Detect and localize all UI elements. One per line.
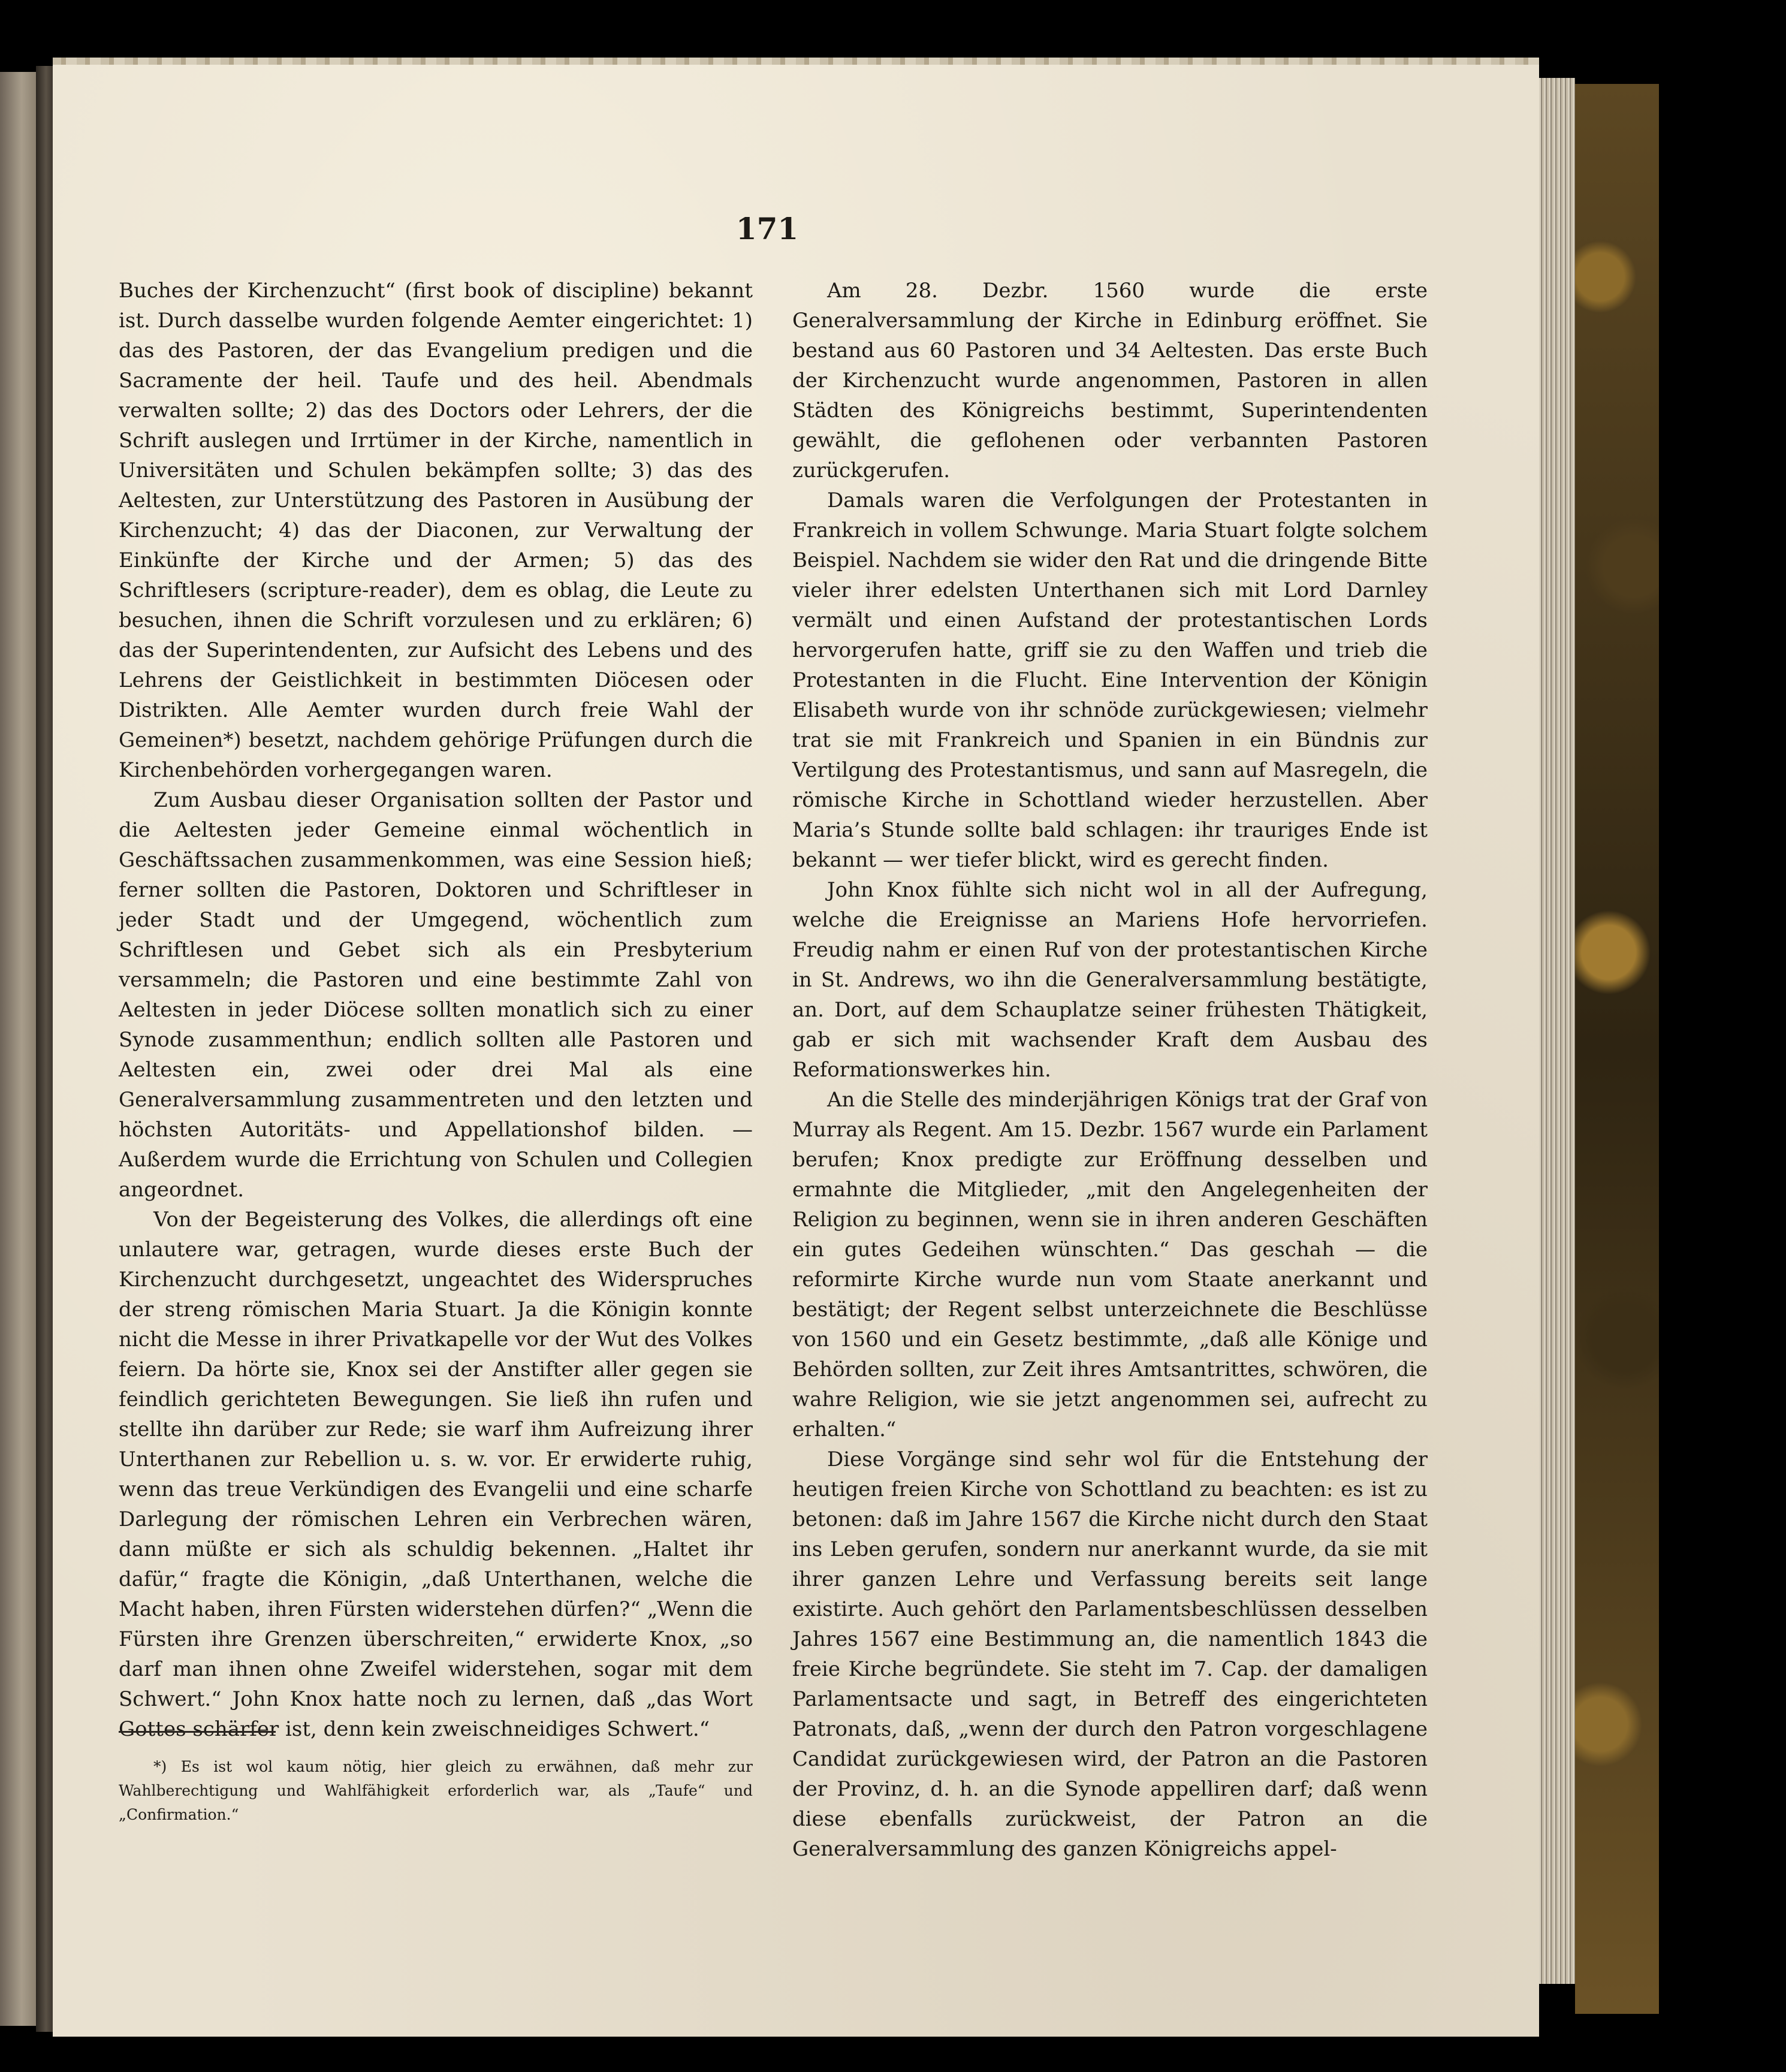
footnote: *) Es ist wol kaum nötig, hier gleich zu erwähnen, daß mehr zur Wahlberechtigung und Wahlfähigkeit erforderlich war, als „Taufe“ und „Confirmation.“: [119, 1758, 753, 1823]
footnote-divider: [119, 1731, 276, 1733]
left-page-edge: [0, 72, 36, 2026]
left-column: [119, 276, 753, 1744]
book-fore-edge: [1539, 78, 1575, 1984]
paragraph: John Knox fühlte sich nicht wol in all der Aufregung, welche die Ereignisse an Mariens Hofe hervorriefen. Freudig nahm er einen Ruf von der protestantischen Kirche in St. Andrews, wo ihn die Generalversammlung bestätigte, an. Dort, auf dem Schauplatze seiner frühesten Thätigkeit, gab er sich mit wachsender Kraft dem Ausbau des Reformationswerkes hin.: [792, 878, 1428, 1082]
right-column: [792, 276, 1428, 1864]
paragraph: An die Stelle des minderjährigen Königs trat der Graf von Murray als Regent. Am 15. Dezbr. 1567 wurde ein Parlament berufen; Knox predigte zur Eröffnung desselben und ermahnte die Mitglieder, „mit den Angelegenheiten der Religion zu beginnen, wenn sie in ihren anderen Geschäften ein gutes Gedeihen wünschten.“ Das geschah — die reformirte Kirche wurde nun vom Staate anerkannt und bestätigt; der Regent selbst unterzeichnete die Beschlüsse von 1560 und ein Gesetz bestimmte, „daß alle Könige und Behörden sollten, zur Zeit ihres Amtsantrittes, schwören, die wahre Religion, wie sie jetzt angenommen sei, aufrecht zu erhalten.“: [792, 1088, 1428, 1441]
paragraph: Buches der Kirchenzucht“ (first book of discipline) bekannt ist. Durch dasselbe wurden folgende Aemter eingerichtet: 1) das des Pastoren, der das Evangelium predigen und die Sacramente der heil. Taufe und des heil. Abendmals verwalten sollte; 2) das des Doctors oder Lehrers, der die Schrift auslegen und Irrtümer in der Kirche, namentlich in Universitäten und Schulen bekämpfen sollte; 3) das des Aeltesten, zur Unterstützung des Pastoren in Ausübung der Kirchenzucht; 4) das der Diaconen, zur Verwaltung der Einkünfte der Kirche und der Armen; 5) das des Schriftlesers (scripture-reader), dem es oblag, die Leute zu besuchen, ihnen die Schrift vorzulesen und zu erklären; 6) das der Superintendenten, zur Aufsicht des Lebens und des Lehrens der Geistlichkeit in bestimmten Diöcesen oder Distrikten. Alle Aemter wurden durch freie Wahl der Gemeinen*) besetzt, nachdem gehörige Prüfungen durch die Kirchenbehörden vorhergegangen waren.: [119, 279, 753, 782]
page-number: 171: [735, 211, 799, 246]
paragraph: Am 28. Dezbr. 1560 wurde die erste Generalversammlung der Kirche in Edinburg eröffnet. Sie bestand aus 60 Pastoren und 34 Aeltesten. Das erste Buch der Kirchenzucht wurde angenommen, Pastoren in allen Städten des Königreichs bestimmt, Superintendenten gewählt, die geflohenen oder verbannten Pastoren zurückgerufen.: [792, 279, 1428, 482]
marbled-cover: [1575, 84, 1659, 2014]
book-gutter: [36, 66, 53, 2032]
paragraph: Zum Ausbau dieser Organisation sollten der Pastor und die Aeltesten jeder Gemeine einmal wöchentlich in Geschäftssachen zusammenkommen, was eine Session hieß; ferner sollten die Pastoren, Doktoren und Schriftleser in jeder Stadt und der Umgegend, wöchentlich zum Schriftlesen und Gebet sich als ein Presbyterium versammeln; die Pastoren und eine bestimmte Zahl von Aeltesten in jeder Diöcese sollten monatlich sich zu einer Synode zusammenthun; endlich sollten alle Pastoren und Aeltesten ein, zwei oder drei Mal als eine Generalversammlung zusammentreten und den letzten und höchsten Autoritäts- und Appellationshof bilden. — Außerdem wurde die Errichtung von Schulen und Collegien angeordnet.: [119, 788, 753, 1202]
paragraph: Von der Begeisterung des Volkes, die allerdings oft eine unlautere war, getragen, wurde dieses erste Buch der Kirchenzucht durchgesetzt, ungeachtet des Widerspruches der streng römischen Maria Stuart. Ja die Königin konnte nicht die Messe in ihrer Privatkapelle vor der Wut des Volkes feiern. Da hörte sie, Knox sei der Anstifter aller gegen sie feindlich gerichteten Bewegungen. Sie ließ ihn rufen und stellte ihn darüber zur Rede; sie warf ihm Aufreizung ihrer Unterthanen zur Rebellion u. s. w. vor. Er erwiderte ruhig, wenn das treue Verkündigen des Evangelii und eine scharfe Darlegung der römischen Lehren ein Verbrechen wären, dann müßte er sich als schuldig bekennen. „Haltet ihr dafür,“ fragte die Königin, „daß Unterthanen, welche die Macht haben, ihren Fürsten widerstehen dürfen?“ „Wenn die Fürsten ihre Grenzen überschreiten,“ erwiderte Knox, „so darf man ihnen ohne Zweifel widerstehen, sogar mit dem Schwert.“ John Knox hatte noch zu lernen, daß „das Wort Gottes schärfer ist, denn kein zweischneidiges Schwert.“: [119, 1208, 753, 1741]
paragraph: Diese Vorgänge sind sehr wol für die Entstehung der heutigen freien Kirche von Schottland zu beachten: es ist zu betonen: daß im Jahre 1567 die Kirche nicht durch den Staat ins Leben gerufen, sondern nur anerkannt wurde, da sie mit ihrer ganzen Lehre und Verfassung bereits seit lange existirte. Auch gehört den Parlamentsbeschlüssen desselben Jahres 1567 eine Bestimmung an, die namentlich 1843 die freie Kirche begründete. Sie steht im 7. Cap. der damaligen Parlamentsacte und sagt, in Betreff des eingerichteten Patronats, daß, „wenn der durch den Patron vorgeschlagene Candidat zurückgewiesen wird, der Patron an die Pastoren der Provinz, d. h. an die Synode appelliren darf; daß wenn diese ebenfalls zurückweist, der Patron an die Generalversammlung des ganzen Königreichs appel-: [792, 1447, 1428, 1861]
paragraph: Damals waren die Verfolgungen der Protestanten in Frankreich in vollem Schwunge. Maria Stuart folgte solchem Beispiel. Nachdem sie wider den Rat und die dringende Bitte vieler ihrer edelsten Unterthanen sich mit Lord Darnley vermält und einen Aufstand der protestantischen Lords hervorgerufen hatte, griff sie zu den Waffen und trieb die Protestanten in die Flucht. Eine Intervention der Königin Elisabeth wurde von ihr schnöde zurückgewiesen; vielmehr trat sie mit Frankreich und Spanien in ein Bündnis zur Vertilgung des Protestantismus, und sann auf Masregeln, die römische Kirche in Schottland wieder herzustellen. Aber Maria’s Stunde sollte bald schlagen: ihr trauriges Ende ist bekannt — wer tiefer blickt, wird es gerecht finden.: [792, 488, 1428, 872]
